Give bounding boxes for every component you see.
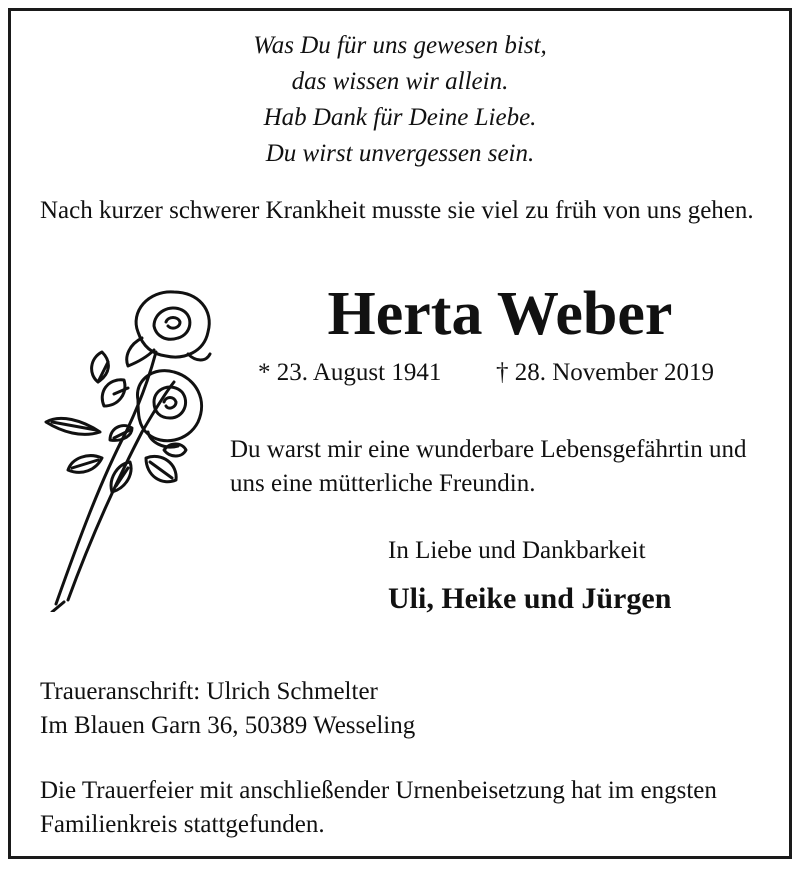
death-date: † 28. November 2019: [496, 359, 715, 386]
mourning-address: [40, 675, 415, 743]
tribute-text: Du warst mir eine wunderbare Lebensgefährtin und uns eine mütterliche Freundin.: [230, 436, 747, 497]
poem-line: Hab Dank für Deine Liebe.: [263, 104, 537, 131]
poem-line: das wissen wir allein.: [291, 68, 509, 95]
memorial-poem: [0, 28, 800, 172]
closing-phrase: In Liebe und Dankbarkeit: [388, 537, 646, 564]
funeral-note: Die Trauerfeier mit anschließender Urnenbeisetzung hat im engsten Familienkreis stattgefunden.: [40, 777, 717, 838]
poem-line: Was Du für uns gewesen bist,: [253, 32, 547, 59]
roses-icon: [38, 282, 222, 612]
birth-date: * 23. August 1941: [258, 359, 442, 386]
address-line-1: Traueranschrift: Ulrich Schmelter: [40, 678, 378, 705]
intro-text: Nach kurzer schwerer Krankheit musste sie viel zu früh von uns gehen.: [40, 197, 754, 224]
deceased-name: Herta Weber: [327, 280, 673, 348]
poem-line: Du wirst unvergessen sein.: [265, 140, 535, 167]
mourner-names: Uli, Heike und Jürgen: [388, 582, 672, 615]
address-line-2: Im Blauen Garn 36, 50389 Wesseling: [40, 712, 416, 739]
